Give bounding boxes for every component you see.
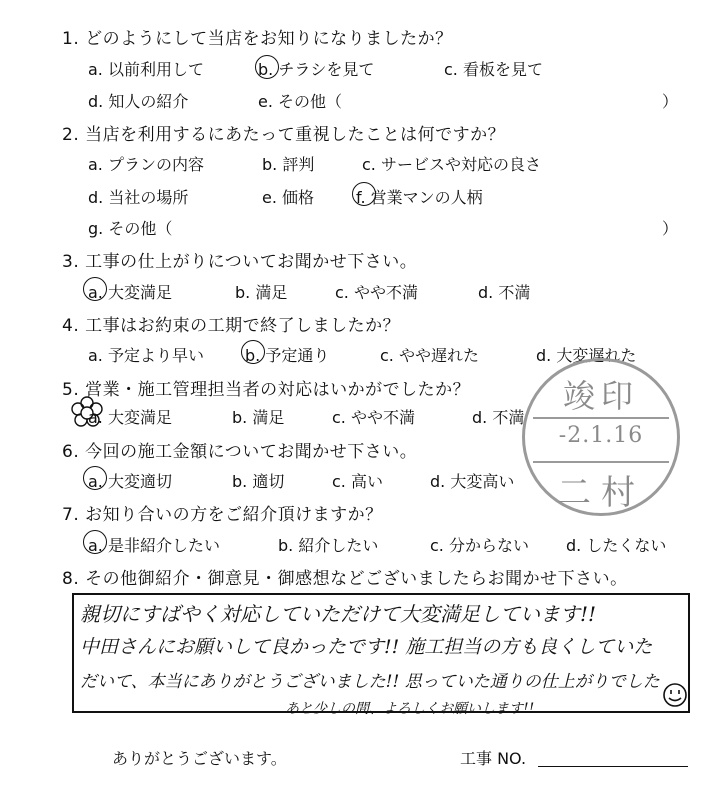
q2-answer-circle (352, 182, 376, 206)
q2-option-f: f. 営業マンの人柄 (356, 188, 483, 207)
q2-option-b: b. 評判 (262, 155, 315, 174)
stamp-name: 二村 (557, 473, 645, 513)
q7-answer-circle (83, 530, 107, 554)
question-1: 1. どのようにして当店をお知りになりましたか？ (62, 29, 453, 49)
q7-option-a: a. 是非紹介したい (88, 536, 220, 555)
q1-option-e: e. その他（ (258, 92, 343, 111)
q7-option-d: d. したくない (566, 536, 667, 555)
comment-line-2: 中田さんにお願いして良かったです!! 施工担当の方も良くしていた (80, 636, 653, 658)
q4-option-a: a. 予定より早い (88, 346, 204, 365)
question-7: 7. お知り合いの方をご紹介頂けますか？ (62, 505, 383, 525)
q4-answer-circle (241, 340, 265, 364)
q2-option-c: c. サービスや対応の良さ (362, 155, 541, 174)
comment-line-1: 親切にすばやく対応していただけて大変満足しています!! (80, 602, 597, 626)
q6-option-b: b. 適切 (232, 472, 285, 491)
work-number-label: 工事 NO. (460, 749, 527, 768)
stamp-date: -2.1.16 (558, 423, 644, 448)
comment-line-4: あと少しの間、よろしくお願いします!! (285, 701, 535, 717)
q6-answer-circle (83, 466, 107, 490)
q1-answer-circle (255, 55, 279, 79)
q2-option-g-close: ） (662, 219, 679, 238)
q1-option-e-close: ） (662, 92, 679, 111)
q5-option-a: a. 大変満足 (88, 408, 172, 427)
q5-option-c: c. やや不満 (332, 408, 415, 427)
thanks-text: ありがとうございます。 (112, 749, 287, 768)
q1-option-c: c. 看板を見て (444, 60, 543, 79)
q2-option-g: g. その他（ (88, 219, 173, 238)
smiley-face-icon (662, 682, 688, 708)
question-8: 8. その他御紹介・御意見・御感想などございましたらお聞かせ下さい。 (62, 569, 628, 589)
work-number-blank (538, 766, 688, 767)
question-2: 2. 当店を利用するにあたって重視したことは何ですか？ (62, 125, 506, 145)
question-5: 5. 営業・施工管理担当者の対応はいかがでしたか？ (62, 380, 471, 400)
q3-answer-circle (83, 277, 107, 301)
q3-option-b: b. 満足 (235, 283, 288, 302)
q4-option-b: b. 予定通り (245, 346, 330, 365)
q2-option-d: d. 当社の場所 (88, 188, 189, 207)
q5-option-d: d. 不満 (472, 408, 525, 427)
q5-option-b: b. 満足 (232, 408, 285, 427)
q4-option-c: c. やや遅れた (380, 346, 479, 365)
stamp-top-text: 竣印 (562, 377, 639, 415)
question-3: 3. 工事の仕上がりについてお聞かせ下さい。 (62, 252, 418, 272)
q4-option-d: d. 大変遅れた (536, 346, 637, 365)
q7-option-c: c. 分からない (430, 536, 529, 555)
q6-option-d: d. 大変高い (430, 472, 515, 491)
question-6: 6. 今回の施工金額についてお聞かせ下さい。 (62, 442, 418, 462)
q3-option-a: a. 大変満足 (88, 283, 172, 302)
q3-option-d: d. 不満 (478, 283, 531, 302)
q3-option-c: c. やや不満 (335, 283, 418, 302)
q1-option-d: d. 知人の紹介 (88, 92, 189, 111)
date-stamp (522, 358, 680, 516)
q1-option-a: a. 以前利用して (88, 60, 204, 79)
comment-line-3: だいて、本当にありがとうございました!! 思っていた通りの仕上がりでした (80, 672, 660, 692)
q6-option-c: c. 高い (332, 472, 383, 491)
q1-option-b: b. チラシを見て (258, 60, 375, 79)
question-4: 4. 工事はお約束の工期で終了しましたか？ (62, 316, 401, 336)
q7-option-b: b. 紹介したい (278, 536, 379, 555)
q6-option-a: a. 大変適切 (88, 472, 172, 491)
q2-option-a: a. プランの内容 (88, 155, 204, 174)
q2-option-e: e. 価格 (262, 188, 315, 207)
